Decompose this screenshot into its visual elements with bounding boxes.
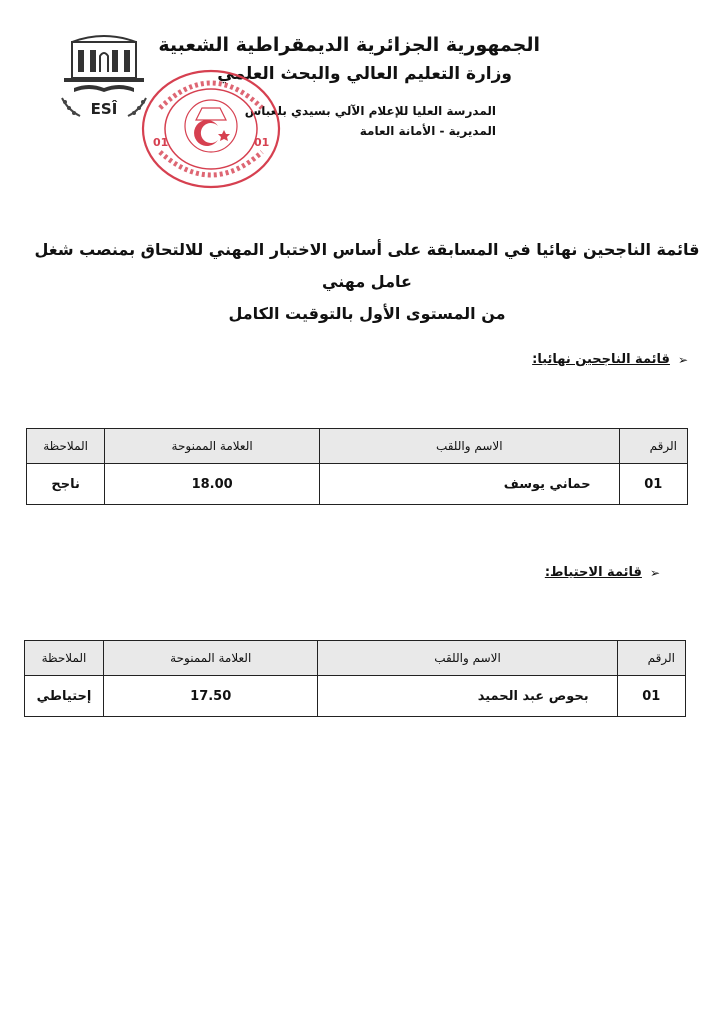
- department-name: المديرية - الأمانة العامة: [359, 124, 496, 138]
- col-header-name: الاسم واللقب: [319, 429, 619, 464]
- republic-heading: الجمهورية الجزائرية الديمقراطية الشعبية: [158, 34, 540, 56]
- title-line-2: من المستوى الأول بالتوقيت الكامل: [228, 304, 506, 323]
- cell-mark: 17.50: [104, 676, 318, 717]
- cell-name: بحوص عبد الحميد: [318, 676, 617, 717]
- document-title: [30, 234, 704, 330]
- ministry-heading: وزارة التعليم العالي والبحث العلمي: [217, 64, 512, 84]
- school-name: المدرسة العليا للإعلام الآلي بسيدي بلعباس: [244, 104, 496, 118]
- section-finalists-heading: [532, 352, 688, 367]
- col-header-mark: العلامة الممنوحة: [105, 429, 320, 464]
- col-header-note: الملاحظة: [25, 641, 104, 676]
- cell-number: 01: [617, 676, 685, 717]
- section-label: قائمة الاحتياط:: [544, 565, 642, 580]
- school-logo-icon: [54, 32, 154, 122]
- col-header-number: الرقم: [617, 641, 685, 676]
- title-line-1: قائمة الناجحين نهائيا في المسابقة على أساس الاختبار المهني للالتحاق بمنصب شغل عامل مهني: [34, 240, 700, 291]
- arrow-bullet-icon: ➢: [649, 565, 660, 580]
- table-header-row: [25, 641, 686, 676]
- logo-text: ESÎ: [90, 100, 118, 118]
- arrow-bullet-icon: ➢: [677, 352, 688, 367]
- col-header-number: الرقم: [619, 429, 687, 464]
- cell-note: إحتياطي: [25, 676, 104, 717]
- cell-name: حماني يوسف: [319, 464, 619, 505]
- col-header-mark: العلامة الممنوحة: [104, 641, 318, 676]
- table-header-row: [27, 429, 688, 464]
- cell-mark: 18.00: [105, 464, 320, 505]
- stamp-left-number: 01: [153, 136, 169, 149]
- finalists-table: [26, 428, 688, 505]
- table-row: [25, 676, 686, 717]
- table-row: [27, 464, 688, 505]
- section-reserve-heading: [545, 565, 660, 580]
- col-header-note: الملاحظة: [27, 429, 105, 464]
- reserve-table: [24, 640, 686, 717]
- cell-number: 01: [619, 464, 687, 505]
- stamp-right-number: 01: [254, 136, 270, 149]
- col-header-name: الاسم واللقب: [318, 641, 617, 676]
- cell-note: ناجح: [27, 464, 105, 505]
- section-label: قائمة الناجحين نهائيا:: [532, 352, 670, 367]
- official-seal-icon: [140, 68, 282, 190]
